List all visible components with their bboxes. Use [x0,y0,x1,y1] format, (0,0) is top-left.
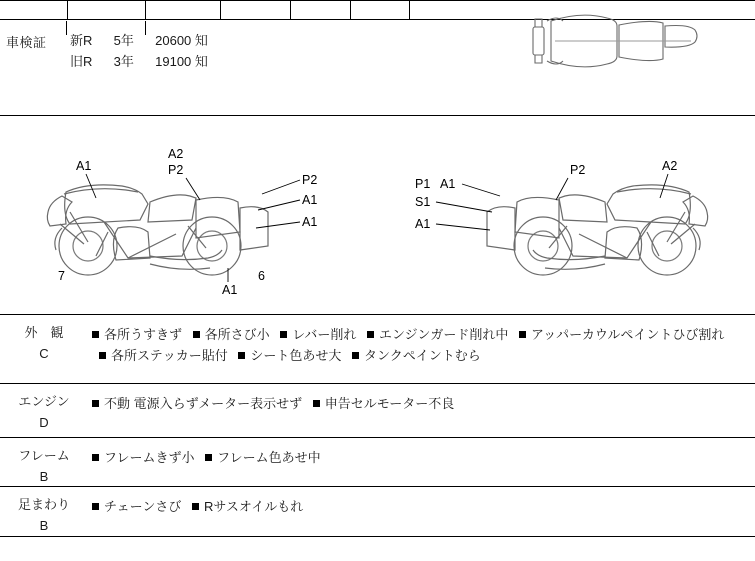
bullet-icon [205,454,212,461]
bullet-icon [313,400,320,407]
condition-items-engine [88,384,755,437]
callout-right-s1: S1 [415,195,431,209]
condition-row-suspension [0,487,755,537]
condition-item: チェーンさび [104,499,182,514]
callout-left-a1-right1: A1 [302,193,318,207]
condition-items-suspension [88,487,755,536]
condition-name-suspension: 足まわり [17,497,70,512]
condition-label-frame [0,438,88,486]
condition-item: エンジンガード削れ中 [379,327,509,342]
condition-item: Rサスオイルもれ [203,499,304,514]
bullet-icon [519,331,526,338]
callout-left-a2: A2 [168,147,184,161]
condition-item: タンクペイントむら [364,348,481,364]
callout-left-6: 6 [258,269,265,283]
shaken-row-1-unit: 知 [194,33,208,48]
shaken-row-2-unit: 知 [194,54,208,69]
bullet-icon [92,503,99,510]
condition-items-frame [88,438,755,486]
callout-right-a2: A2 [662,159,678,173]
condition-item: レバー削れ [292,327,357,342]
callout-left-a1-right2: A1 [302,215,318,229]
bullet-icon [352,352,359,359]
condition-grade-engine: D [39,415,49,431]
top-cell-6 [351,1,410,19]
shaken-row-1 [70,30,208,49]
callout-left-a1-bottom: A1 [222,283,238,297]
shaken-row-1-amount: 20600 [155,33,192,48]
condition-items-exterior [88,315,755,383]
bullet-icon [92,331,99,338]
bullet-icon [238,352,245,359]
bullet-icon [92,454,99,461]
condition-label-engine [0,384,88,437]
callout-left-7: 7 [58,269,65,283]
condition-name-frame: フレーム [18,448,70,463]
top-cell-1 [0,1,68,19]
condition-item: 申告セルモーター不良 [324,396,455,411]
top-cell-4 [221,1,291,19]
condition-grade-frame: B [39,469,49,485]
condition-item: 各所さび小 [204,327,270,342]
top-cell-2 [68,1,146,19]
condition-name-exterior: 外 観 [24,325,64,340]
callout-right-a1-low: A1 [415,217,431,231]
callout-right-p2: P2 [570,163,586,177]
bullet-icon [193,331,200,338]
condition-item: アッパーカウルペイントひび割れ [530,327,725,342]
shaken-row-2 [70,51,208,70]
condition-row-exterior [0,315,755,384]
callout-right-p1: P1 [415,177,431,191]
condition-grade-suspension: B [39,518,49,534]
condition-name-engine: エンジン [18,394,70,409]
callout-left-a1-top: A1 [76,159,92,173]
condition-row-engine [0,384,755,438]
shaken-divider-1 [66,21,67,35]
shaken-section [0,21,755,116]
shaken-row-1-term: 5年 [113,33,134,48]
condition-item: フレームきず小 [104,450,195,465]
shaken-row-2-kind: 旧R [70,54,93,69]
bullet-icon [99,352,106,359]
shaken-row-2-amount: 19100 [155,54,192,69]
top-cell-3 [146,1,221,19]
top-cell-5 [291,1,351,19]
condition-item: 各所うすきず [104,327,183,342]
condition-grade-exterior: C [39,346,49,362]
right-bike-drawing [487,185,708,275]
condition-item: フレーム色あせ中 [217,450,321,465]
left-bike-drawing [47,185,268,275]
right-bike-callouts [415,159,677,231]
shaken-label: 車検証 [6,35,47,50]
motorcycle-sideview-diagrams [0,116,755,315]
condition-label-exterior [0,315,88,383]
condition-item: 各所ステッカー貼付 [111,348,228,364]
bullet-icon [367,331,374,338]
condition-label-suspension [0,487,88,536]
condition-item: 不動 電源入らずメーター表示せず [104,396,303,411]
bullet-icon [92,400,99,407]
shaken-row-2-term: 3年 [113,54,134,69]
callout-left-p2-right: P2 [302,173,318,187]
bullet-icon [280,331,287,338]
motorcycle-topview-diagram [505,0,705,134]
callout-left-p2-top: P2 [168,163,184,177]
shaken-row-1-kind: 新R [70,33,93,48]
bullet-icon [192,503,199,510]
condition-item: シート色あせ大 [250,348,342,364]
condition-row-frame [0,438,755,487]
callout-right-a1-top: A1 [440,177,456,191]
